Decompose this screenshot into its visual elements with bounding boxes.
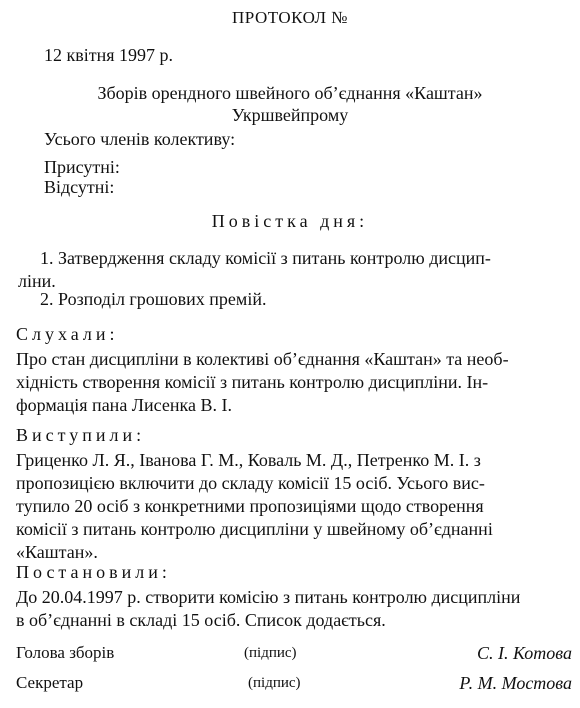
organization-line-2: Укршвейпрому [231,105,349,125]
signature-name: Р. М. Мостова [459,673,572,693]
signature-role: Голова зборів [16,643,115,662]
document-date: 12 квітня 1997 р. [44,45,174,65]
heard-text [16,348,572,417]
spoke-line: тупило 20 осіб з конкретними пропозиціями щодо створення [16,496,484,516]
agenda-item [40,288,570,311]
document-title: ПРОТОКОЛ № [232,8,348,27]
resolved-line: в об’єднанні в складі 15 осіб. Список додається. [16,610,386,630]
spoke-text [16,449,572,564]
heard-heading: Слухали: [16,324,119,344]
heard-line: хідність створення комісії з питань контролю дисципліни. Ін- [16,372,489,392]
spoke-line: «Каштан». [16,542,98,562]
spoke-line: Гриценко Л. Я., Іванова Г. М., Коваль М. Д., Петренко М. І. з [16,450,481,470]
signature-role: Секретар [16,673,84,692]
attendance-present: Присутні: [44,157,120,177]
spoke-line: комісії з питань контролю дисципліни у швейному об’єднанні [16,519,493,539]
resolved-heading: Постановили: [16,562,171,582]
agenda-item-line: ліни. [18,271,56,291]
agenda-item [18,247,570,293]
organization-line-1: Зборів орендного швейного об’єднання «Каштан» [97,83,483,103]
signature-placeholder: (підпис) [248,675,301,691]
spoke-heading: Виступили: [16,425,146,445]
attendance-total: Усього членів колективу: [44,129,236,149]
heard-line: Про стан дисципліни в колективі об’єднання «Каштан» та необ- [16,349,509,369]
signature-placeholder: (підпис) [244,645,297,661]
agenda-item-line: 2. Розподіл грошових премій. [40,289,267,309]
signature-name: С. І. Котова [477,643,572,663]
attendance-absent: Відсутні: [44,177,115,197]
agenda-heading: Повістка дня: [211,211,369,231]
resolved-line: До 20.04.1997 р. створити комісію з питань контролю дисципліни [16,587,521,607]
resolved-text [16,586,572,632]
heard-line: формація пана Лисенка В. І. [16,395,232,415]
spoke-line: пропозицією включити до складу комісії 15 осіб. Усього вис- [16,473,485,493]
agenda-item-line: 1. Затвердження складу комісії з питань контролю дисцип- [40,248,491,268]
